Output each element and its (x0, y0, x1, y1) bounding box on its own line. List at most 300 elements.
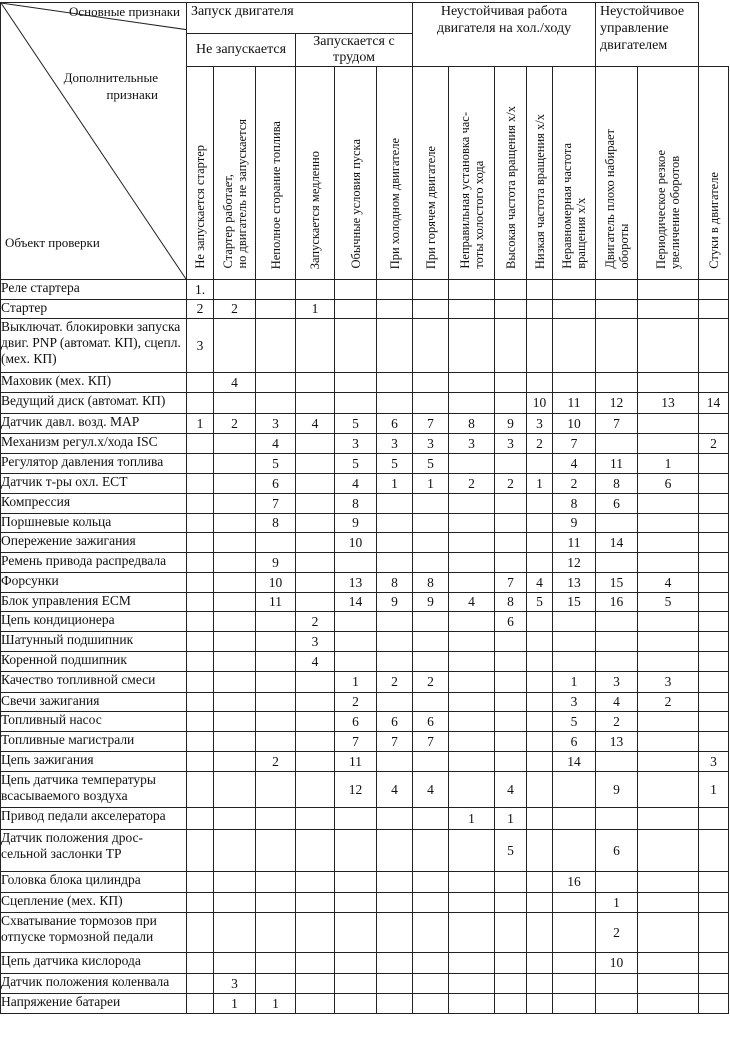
check-order-cell (335, 373, 377, 393)
row-label: Коренной подшипник (1, 652, 187, 672)
check-order-cell (187, 494, 214, 514)
check-order-cell (296, 553, 335, 573)
check-order-cell (214, 553, 256, 573)
check-order-cell (495, 693, 527, 712)
row-label: Датчик давл. возд. MAP (1, 414, 187, 434)
check-order-cell (638, 434, 699, 454)
check-order-cell: 5 (335, 414, 377, 434)
check-order-cell (256, 319, 296, 373)
check-order-cell: 10 (256, 573, 296, 593)
check-order-cell (596, 434, 638, 454)
check-order-cell: 9 (413, 593, 449, 612)
row-label: Головка блока цилиндра (1, 872, 187, 893)
check-order-cell (214, 893, 256, 913)
check-order-cell (596, 752, 638, 772)
check-order-cell (699, 474, 729, 494)
check-order-cell: 9 (495, 414, 527, 434)
check-order-cell (527, 632, 553, 652)
check-order-cell (377, 830, 413, 872)
check-order-cell: 2 (553, 474, 596, 494)
check-order-cell (638, 712, 699, 732)
check-order-cell (449, 454, 495, 474)
check-order-cell (256, 652, 296, 672)
check-order-cell (413, 752, 449, 772)
row-label: Свечи зажигания (1, 693, 187, 712)
check-order-cell: 10 (553, 414, 596, 434)
check-order-cell: 16 (596, 593, 638, 612)
check-order-cell: 4 (296, 414, 335, 434)
row-label: Качество топливной смеси (1, 672, 187, 693)
check-order-cell: 9 (377, 593, 413, 612)
check-order-cell (449, 632, 495, 652)
column-header (638, 67, 699, 280)
check-order-cell (335, 393, 377, 414)
subgroup-label: Не запускается (195, 42, 287, 57)
column-header (256, 67, 296, 280)
extra-features-label (64, 69, 158, 103)
check-order-cell (495, 454, 527, 474)
check-order-cell (699, 672, 729, 693)
row-label: Шатунный подшипник (1, 632, 187, 652)
column-header-label: Обычные условия пуска (348, 139, 363, 269)
check-order-cell (553, 772, 596, 808)
check-order-cell (638, 808, 699, 830)
check-order-cell (377, 533, 413, 553)
check-order-cell (187, 732, 214, 752)
check-order-cell (296, 752, 335, 772)
object-label: Объект проверки (5, 235, 100, 250)
check-order-cell (187, 573, 214, 593)
check-order-cell (214, 872, 256, 893)
check-order-cell: 4 (638, 573, 699, 593)
check-order-cell (377, 300, 413, 319)
check-order-cell (377, 953, 413, 974)
check-order-cell (256, 953, 296, 974)
check-order-cell (296, 474, 335, 494)
check-order-cell (296, 953, 335, 974)
check-order-cell: 11 (335, 752, 377, 772)
check-order-cell (527, 693, 553, 712)
table-row (1, 953, 729, 974)
check-order-cell (256, 393, 296, 414)
check-order-cell: 8 (553, 494, 596, 514)
check-order-cell: 7 (256, 494, 296, 514)
check-order-cell (596, 300, 638, 319)
row-label: Выключат. блокировки запуска двиг. PNP (автомат. КП), сцепл. (мех. КП) (1, 319, 187, 373)
check-order-cell: 14 (553, 752, 596, 772)
check-order-cell (214, 280, 256, 300)
check-order-cell (335, 652, 377, 672)
check-order-cell: 2 (596, 712, 638, 732)
check-order-cell: 6 (413, 712, 449, 732)
check-order-cell: 5 (256, 454, 296, 474)
check-order-cell (413, 612, 449, 632)
check-order-cell (377, 319, 413, 373)
check-order-cell (527, 533, 553, 553)
check-order-cell: 3 (449, 434, 495, 454)
check-order-cell (699, 632, 729, 652)
row-label: Механизм регул.х/хода ISC (1, 434, 187, 454)
check-order-cell (527, 953, 553, 974)
table-row (1, 612, 729, 632)
check-order-cell: 1. (187, 280, 214, 300)
check-order-cell: 6 (596, 830, 638, 872)
check-order-cell (553, 974, 596, 994)
check-order-cell (296, 732, 335, 752)
check-order-cell (256, 974, 296, 994)
check-order-cell (187, 830, 214, 872)
table-row (1, 393, 729, 414)
check-order-cell: 6 (256, 474, 296, 494)
column-header-label: Неполное сгорание топлива (268, 120, 283, 269)
column-header-label: Стуки в двигателе (706, 172, 721, 269)
group-unstable-control (596, 3, 699, 67)
check-order-cell (495, 752, 527, 772)
check-order-cell (187, 454, 214, 474)
check-order-cell (187, 593, 214, 612)
check-order-cell: 1 (699, 772, 729, 808)
check-order-cell (495, 732, 527, 752)
check-order-cell (699, 652, 729, 672)
check-order-cell (296, 593, 335, 612)
check-order-cell (495, 533, 527, 553)
check-order-cell (449, 300, 495, 319)
check-order-cell (699, 280, 729, 300)
check-order-cell (638, 533, 699, 553)
check-order-cell (449, 994, 495, 1014)
check-order-cell: 7 (335, 732, 377, 752)
check-order-cell (449, 280, 495, 300)
check-order-cell (296, 974, 335, 994)
check-order-cell (449, 953, 495, 974)
check-order-cell (377, 553, 413, 573)
check-order-cell (495, 893, 527, 913)
row-label: Напряжение батареи (1, 994, 187, 1014)
check-order-cell (699, 573, 729, 593)
check-order-cell: 10 (527, 393, 553, 414)
check-order-cell (214, 454, 256, 474)
check-order-cell: 2 (214, 300, 256, 319)
check-order-cell (187, 652, 214, 672)
check-order-cell: 2 (495, 474, 527, 494)
check-order-cell: 2 (256, 752, 296, 772)
check-order-cell: 8 (449, 414, 495, 434)
row-label: Компрессия (1, 494, 187, 514)
row-label: Ремень привода распредвала (1, 553, 187, 573)
column-header (699, 67, 729, 280)
check-order-cell: 8 (335, 494, 377, 514)
check-order-cell (495, 632, 527, 652)
check-order-cell (527, 373, 553, 393)
check-order-cell (449, 752, 495, 772)
check-order-cell (413, 693, 449, 712)
check-order-cell (596, 808, 638, 830)
check-order-cell (699, 593, 729, 612)
check-order-cell (527, 913, 553, 953)
check-order-cell (377, 752, 413, 772)
check-order-cell (413, 553, 449, 573)
check-order-cell (553, 612, 596, 632)
check-order-cell (527, 808, 553, 830)
check-order-cell: 8 (495, 593, 527, 612)
check-order-cell (335, 319, 377, 373)
check-order-cell (214, 652, 256, 672)
check-order-cell (495, 672, 527, 693)
check-order-cell (413, 319, 449, 373)
column-header (214, 67, 256, 280)
check-order-cell (596, 514, 638, 533)
check-order-cell (187, 808, 214, 830)
table-row (1, 913, 729, 953)
check-order-cell (335, 974, 377, 994)
check-order-cell (377, 974, 413, 994)
column-header-label: Неравномерная частота вращения х/х (560, 143, 589, 269)
check-order-cell (699, 953, 729, 974)
table-body (1, 280, 729, 1014)
check-order-cell (449, 830, 495, 872)
check-order-cell (638, 300, 699, 319)
check-order-cell (187, 373, 214, 393)
check-order-cell: 2 (527, 434, 553, 454)
check-order-cell: 13 (335, 573, 377, 593)
check-order-cell: 7 (413, 732, 449, 752)
check-order-cell (296, 514, 335, 533)
check-order-cell (335, 553, 377, 573)
check-order-cell (495, 300, 527, 319)
check-order-cell (214, 573, 256, 593)
check-order-cell (256, 712, 296, 732)
table-row (1, 553, 729, 573)
check-order-cell (527, 454, 553, 474)
table-row (1, 732, 729, 752)
check-order-cell (335, 830, 377, 872)
check-order-cell: 4 (596, 693, 638, 712)
check-order-cell (187, 474, 214, 494)
column-header-label: При горячем двигателе (423, 145, 438, 269)
check-order-cell (527, 672, 553, 693)
check-order-cell (449, 494, 495, 514)
check-order-cell (699, 612, 729, 632)
check-order-cell (256, 632, 296, 652)
check-order-cell: 5 (377, 454, 413, 474)
check-order-cell: 11 (256, 593, 296, 612)
check-order-cell (449, 319, 495, 373)
check-order-cell: 5 (638, 593, 699, 612)
check-order-cell: 3 (596, 672, 638, 693)
check-order-cell: 5 (413, 454, 449, 474)
check-order-cell (596, 974, 638, 994)
subgroup-hard-start (296, 34, 413, 67)
check-order-cell: 3 (256, 414, 296, 434)
check-order-cell: 1 (553, 672, 596, 693)
column-header-label: Высокая частота вращения х/х (503, 106, 518, 269)
check-order-cell (495, 514, 527, 533)
check-order-cell: 7 (413, 414, 449, 434)
check-order-cell: 1 (296, 300, 335, 319)
check-order-cell (527, 893, 553, 913)
check-order-cell: 3 (214, 974, 256, 994)
check-order-cell: 2 (214, 414, 256, 434)
check-order-cell (377, 632, 413, 652)
table-row (1, 454, 729, 474)
check-order-cell (214, 632, 256, 652)
check-order-cell (335, 808, 377, 830)
column-header-label: Низкая частота вращения х/х (532, 113, 547, 269)
row-label: Стартер (1, 300, 187, 319)
check-order-cell: 1 (256, 994, 296, 1014)
check-order-cell (335, 612, 377, 632)
check-order-cell: 15 (596, 573, 638, 593)
check-order-cell (214, 772, 256, 808)
check-order-cell (256, 693, 296, 712)
check-order-cell (596, 553, 638, 573)
check-order-cell (187, 893, 214, 913)
check-order-cell (638, 494, 699, 514)
check-order-cell (296, 893, 335, 913)
check-order-cell (553, 300, 596, 319)
check-order-cell (638, 913, 699, 953)
check-order-cell (377, 373, 413, 393)
check-order-cell (296, 434, 335, 454)
check-order-cell (638, 752, 699, 772)
check-order-cell: 3 (527, 414, 553, 434)
check-order-cell: 2 (413, 672, 449, 693)
check-order-cell (413, 300, 449, 319)
check-order-cell: 6 (377, 414, 413, 434)
check-order-cell: 4 (377, 772, 413, 808)
check-order-cell (413, 494, 449, 514)
check-order-cell (214, 808, 256, 830)
check-order-cell (699, 913, 729, 953)
check-order-cell (413, 830, 449, 872)
check-order-cell (335, 994, 377, 1014)
check-order-cell (596, 280, 638, 300)
check-order-cell: 11 (553, 533, 596, 553)
check-order-cell (449, 772, 495, 808)
check-order-cell: 16 (553, 872, 596, 893)
check-order-cell: 3 (699, 752, 729, 772)
check-order-cell (214, 612, 256, 632)
check-order-cell (495, 280, 527, 300)
check-order-cell (214, 693, 256, 712)
check-order-cell (495, 913, 527, 953)
check-order-cell (187, 913, 214, 953)
check-order-cell (413, 808, 449, 830)
check-order-cell: 1 (449, 808, 495, 830)
check-order-cell (699, 300, 729, 319)
check-order-cell (256, 830, 296, 872)
check-order-cell: 9 (596, 772, 638, 808)
row-label: Привод педали акселератора (1, 808, 187, 830)
check-order-cell (377, 494, 413, 514)
row-label: Опережение зажигания (1, 533, 187, 553)
check-order-cell: 3 (377, 434, 413, 454)
check-order-cell: 2 (638, 693, 699, 712)
table-row (1, 434, 729, 454)
check-order-cell: 1 (596, 893, 638, 913)
check-order-cell (296, 672, 335, 693)
check-order-cell (699, 808, 729, 830)
check-order-cell (699, 494, 729, 514)
check-order-cell (377, 393, 413, 414)
check-order-cell (335, 893, 377, 913)
check-order-cell (596, 319, 638, 373)
check-order-cell (699, 712, 729, 732)
check-order-cell (413, 953, 449, 974)
check-order-cell (527, 872, 553, 893)
corner-header (1, 3, 187, 280)
check-order-cell: 8 (377, 573, 413, 593)
check-order-cell (527, 612, 553, 632)
check-order-cell (495, 872, 527, 893)
check-order-cell (638, 974, 699, 994)
group-engine-start (187, 3, 413, 34)
check-order-cell (638, 893, 699, 913)
table-row (1, 632, 729, 652)
column-header-label: Периодическое резкое увеличение оборотов (654, 150, 683, 269)
check-order-cell (296, 494, 335, 514)
check-order-cell (553, 953, 596, 974)
row-label: Цепь зажигания (1, 752, 187, 772)
column-header-label: При холодном двигателе (387, 137, 402, 269)
table-row (1, 514, 729, 533)
check-order-cell: 2 (187, 300, 214, 319)
check-order-cell: 4 (256, 434, 296, 454)
check-order-cell (187, 772, 214, 808)
table-row (1, 712, 729, 732)
check-order-cell: 12 (335, 772, 377, 808)
check-order-cell (413, 913, 449, 953)
check-order-cell (449, 913, 495, 953)
check-order-cell (699, 553, 729, 573)
check-order-cell (377, 808, 413, 830)
check-order-cell (296, 913, 335, 953)
check-order-cell: 7 (495, 573, 527, 593)
check-order-cell (553, 808, 596, 830)
check-order-cell (699, 514, 729, 533)
check-order-cell (214, 533, 256, 553)
check-order-cell (256, 808, 296, 830)
check-order-cell (256, 872, 296, 893)
check-order-cell (256, 300, 296, 319)
check-order-cell: 2 (449, 474, 495, 494)
check-order-cell: 1 (638, 454, 699, 474)
check-order-cell (553, 994, 596, 1014)
check-order-cell (256, 672, 296, 693)
check-order-cell: 6 (335, 712, 377, 732)
check-order-cell (449, 393, 495, 414)
row-label: Датчик положения дрос-сельной заслонки ТР (1, 830, 187, 872)
check-order-cell: 6 (553, 732, 596, 752)
row-label: Реле стартера (1, 280, 187, 300)
check-order-cell (335, 913, 377, 953)
table-row (1, 300, 729, 319)
row-label: Блок управления ЕСМ (1, 593, 187, 612)
check-order-cell (638, 732, 699, 752)
check-order-cell (449, 514, 495, 533)
check-order-cell (296, 573, 335, 593)
table-row (1, 652, 729, 672)
check-order-cell (377, 994, 413, 1014)
check-order-cell (214, 434, 256, 454)
diagnostic-table (0, 2, 729, 1014)
check-order-cell (256, 772, 296, 808)
row-label: Схватывание тормозов при отпуске тормозной педали (1, 913, 187, 953)
check-order-cell: 3 (553, 693, 596, 712)
check-order-cell (256, 893, 296, 913)
check-order-cell: 1 (413, 474, 449, 494)
check-order-cell: 6 (638, 474, 699, 494)
